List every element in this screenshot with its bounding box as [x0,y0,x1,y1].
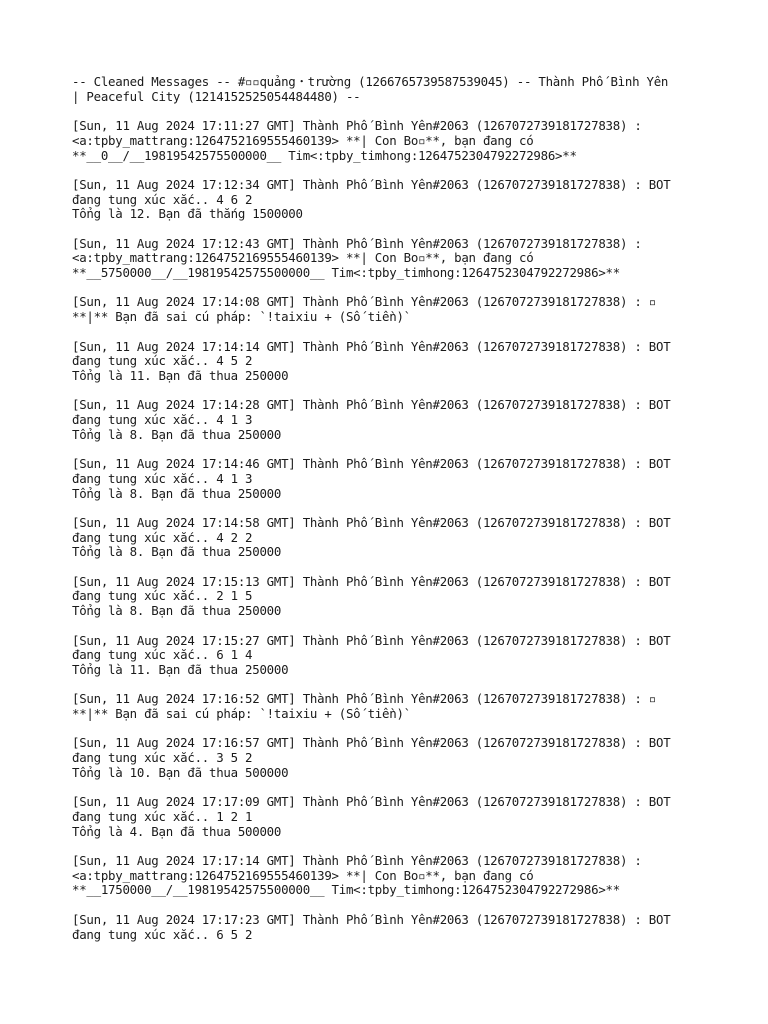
message-line: đang tung xúc xắc.. 4 2 2 [72,529,253,545]
message-line: đang tung xúc xắc.. 2 1 5 [72,588,253,604]
message-line: [Sun, 11 Aug 2024 17:15:13 GMT] Thành Phố Bình Yên#2063 (1267072739181727838) : BOT [72,573,671,589]
message-entry [72,736,732,780]
message-line: **__5750000__/__19819542575500000__ Tim<:tpby_timhong:1264752304792272986>** [72,265,620,281]
message-line: [Sun, 11 Aug 2024 17:15:27 GMT] Thành Phố Bình Yên#2063 (1267072739181727838) : BOT [72,632,671,648]
message-entry [72,516,732,560]
message-line: <a:tpby_mattrang:1264752169555460139> **| Con Bo▫**, bạn đang có [72,250,534,266]
document-page [72,75,732,942]
message-entry [72,795,732,839]
message-line: [Sun, 11 Aug 2024 17:17:14 GMT] Thành Phố Bình Yên#2063 (1267072739181727838) : [72,853,642,869]
message-line: [Sun, 11 Aug 2024 17:17:23 GMT] Thành Phố Bình Yên#2063 (1267072739181727838) : BOT [72,911,671,927]
message-line: [Sun, 11 Aug 2024 17:14:46 GMT] Thành Phố Bình Yên#2063 (1267072739181727838) : BOT [72,456,671,472]
header-line: -- Cleaned Messages -- #▫▫quảng・trường (1266765739587539045) -- Thành Phố Bình Yên [72,74,669,89]
message-entry [72,398,732,442]
message-line: [Sun, 11 Aug 2024 17:16:52 GMT] Thành Phố Bình Yên#2063 (1267072739181727838) : ▫ [72,691,656,707]
message-line: [Sun, 11 Aug 2024 17:12:43 GMT] Thành Phố Bình Yên#2063 (1267072739181727838) : [72,235,642,251]
message-entry [72,913,732,942]
message-line: đang tung xúc xắc.. 4 1 3 [72,412,253,428]
message-line: Tổng là 11. Bạn đã thua 250000 [72,367,289,383]
message-line: Tổng là 12. Bạn đã thắng 1500000 [72,206,303,222]
message-line: đang tung xúc xắc.. 4 5 2 [72,353,253,369]
message-line: **__1750000__/__19819542575500000__ Tim<:tpby_timhong:1264752304792272986>** [72,882,620,898]
message-line: [Sun, 11 Aug 2024 17:16:57 GMT] Thành Phố Bình Yên#2063 (1267072739181727838) : BOT [72,735,671,751]
message-entry [72,457,732,501]
message-line: Tổng là 4. Bạn đã thua 500000 [72,823,282,839]
message-line: Tổng là 8. Bạn đã thua 250000 [72,485,282,501]
message-line: đang tung xúc xắc.. 6 5 2 [72,926,253,942]
message-line: <a:tpby_mattrang:1264752169555460139> **| Con Bo▫**, bạn đang có [72,132,534,148]
document-header [72,75,732,104]
message-line: [Sun, 11 Aug 2024 17:11:27 GMT] Thành Phố Bình Yên#2063 (1267072739181727838) : [72,118,642,134]
message-line: [Sun, 11 Aug 2024 17:12:34 GMT] Thành Phố Bình Yên#2063 (1267072739181727838) : BOT [72,176,671,192]
message-line: đang tung xúc xắc.. 1 2 1 [72,808,253,824]
message-line: đang tung xúc xắc.. 4 1 3 [72,470,253,486]
message-line: [Sun, 11 Aug 2024 17:14:58 GMT] Thành Phố Bình Yên#2063 (1267072739181727838) : BOT [72,514,671,530]
message-line: Tổng là 8. Bạn đã thua 250000 [72,544,282,560]
message-list [72,119,732,942]
message-line: [Sun, 11 Aug 2024 17:14:14 GMT] Thành Phố Bình Yên#2063 (1267072739181727838) : BOT [72,338,671,354]
message-line: Tổng là 8. Bạn đã thua 250000 [72,426,282,442]
header-line: | Peaceful City (1214152525054484480) -- [72,88,361,104]
message-line: Tổng là 10. Bạn đã thua 500000 [72,764,289,780]
message-line: [Sun, 11 Aug 2024 17:14:08 GMT] Thành Phố Bình Yên#2063 (1267072739181727838) : ▫ [72,294,656,310]
message-entry [72,854,732,898]
message-entry [72,575,732,619]
message-line: [Sun, 11 Aug 2024 17:14:28 GMT] Thành Phố Bình Yên#2063 (1267072739181727838) : BOT [72,397,671,413]
message-entry [72,237,732,281]
message-entry [72,634,732,678]
message-entry [72,340,732,384]
message-line: [Sun, 11 Aug 2024 17:17:09 GMT] Thành Phố Bình Yên#2063 (1267072739181727838) : BOT [72,794,671,810]
message-line: đang tung xúc xắc.. 3 5 2 [72,750,253,766]
message-line: đang tung xúc xắc.. 6 1 4 [72,647,253,663]
message-entry [72,119,732,163]
message-line: Tổng là 8. Bạn đã thua 250000 [72,603,282,619]
message-line: đang tung xúc xắc.. 4 6 2 [72,191,253,207]
message-entry [72,295,732,324]
message-entry [72,178,732,222]
message-line: Tổng là 11. Bạn đã thua 250000 [72,661,289,677]
message-line: <a:tpby_mattrang:1264752169555460139> **| Con Bo▫**, bạn đang có [72,867,534,883]
message-line: **|** Bạn đã sai cú pháp: `!taixiu + (Số tiền)` [72,706,411,722]
message-entry [72,692,732,721]
message-line: **__0__/__19819542575500000__ Tim<:tpby_timhong:1264752304792272986>** [72,147,577,163]
message-line: **|** Bạn đã sai cú pháp: `!taixiu + (Số tiền)` [72,309,411,325]
